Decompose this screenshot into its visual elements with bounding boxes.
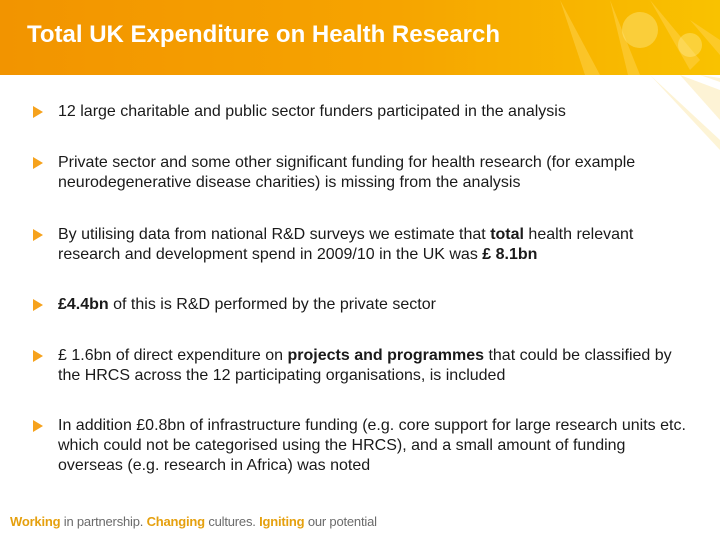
bullet-item-missing-funding	[33, 153, 693, 193]
bullet-item-infrastructure	[33, 416, 693, 476]
bullet-amount: £4.4bn	[58, 296, 109, 313]
bullet-text: By utilising data from national R&D surveys we estimate that	[58, 226, 491, 243]
bullet-item-private-sector	[33, 295, 693, 315]
bullet-text: Private sector and some other significant funding for health research (for example neurodegenerative disease charities) is missing from the analysis	[58, 154, 636, 191]
bullet-emphasis: total	[490, 226, 524, 243]
bullet-item-total-spend	[33, 225, 693, 265]
tagline-word: Working	[10, 514, 61, 529]
page-title: Total UK Expenditure on Health Research	[27, 21, 500, 48]
footer-tagline	[10, 514, 377, 529]
bullet-text: In addition £0.8bn of infrastructure funding (e.g. core support for large research units etc. which could not be categorised using the HRCS), and a small amount of funding overseas (e.g. research in Africa) was noted	[58, 417, 686, 474]
tagline-text: cultures.	[204, 514, 260, 529]
bullet-text: 12 large charitable and public sector funders participated in the analysis	[58, 103, 566, 120]
tagline-word: Igniting	[259, 514, 305, 529]
triangle-bullet-icon	[33, 420, 43, 432]
triangle-bullet-icon	[33, 350, 43, 362]
bullet-emphasis: projects and programmes	[287, 347, 484, 364]
triangle-bullet-icon	[33, 106, 43, 118]
triangle-bullet-icon	[33, 229, 43, 241]
triangle-bullet-icon	[33, 157, 43, 169]
bullet-text: that could be classified by the HRCS across the 12 participating organisations, is included	[58, 347, 672, 384]
tagline-text: our potential	[304, 514, 377, 529]
bullet-item-funders	[33, 102, 693, 122]
tagline-text: in partnership.	[60, 514, 147, 529]
tagline-word: Changing	[146, 514, 205, 529]
bullet-amount: £ 8.1bn	[482, 246, 538, 263]
bullet-text: of this is R&D performed by the private sector	[108, 296, 436, 313]
triangle-bullet-icon	[33, 299, 43, 311]
bullet-item-direct-expenditure	[33, 346, 693, 386]
bullet-text: £ 1.6bn of direct expenditure on	[58, 347, 288, 364]
title-bar	[0, 0, 720, 75]
bullet-text: health relevant research and development spend in 2009/10 in the UK was	[58, 226, 634, 263]
